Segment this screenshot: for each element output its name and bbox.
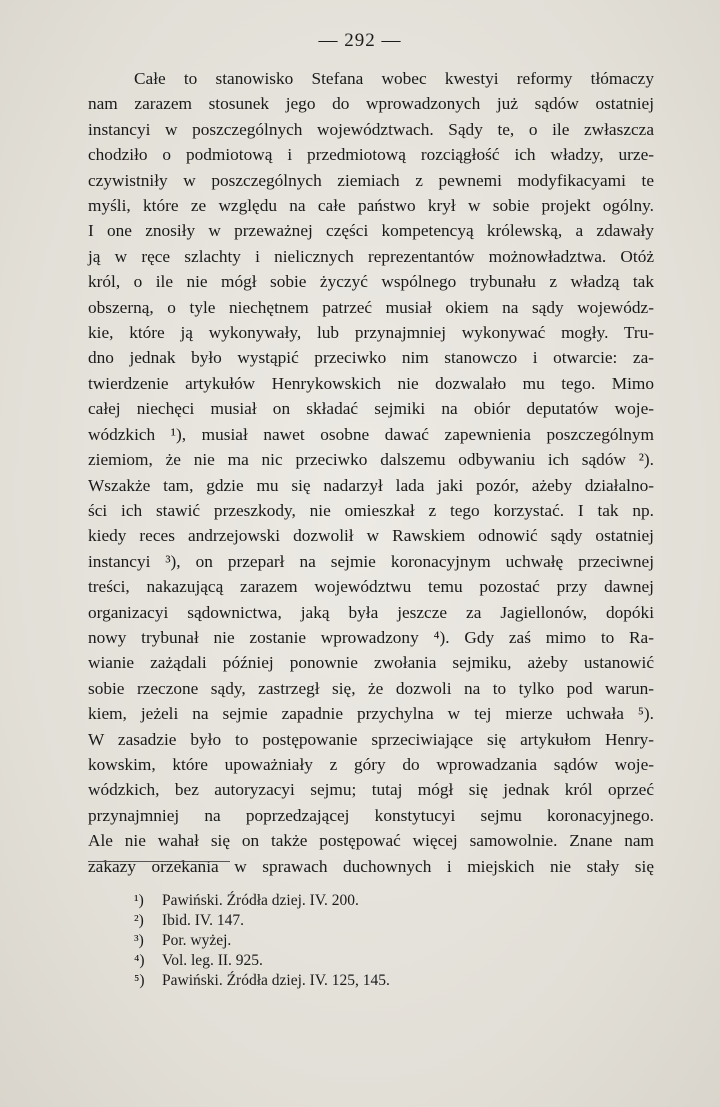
footnote-mark: ¹)	[134, 892, 144, 909]
text-line: I one znosiły w przeważnej części kompetencyą królewską, a zdawały	[88, 221, 654, 241]
text-line: przynajmniej na poprzedzającej konstytucyi sejmu koronacyjnego.	[88, 805, 654, 825]
text-line: dno jednak było wystąpić przeciwko nim stanowczo i otwarcie: za-	[88, 348, 654, 368]
text-line: nowy trybunał nie zostanie wprowadzony ⁴). Gdy zaś mimo to Ra-	[88, 627, 654, 647]
footnote	[134, 971, 654, 991]
text-line: ją w ręce szlachty i nielicznych reprezentantów możnowładztwa. Otóż	[88, 246, 654, 266]
footnote-text: Pawiński. Źródła dziej. IV. 200.	[162, 892, 359, 909]
body-text	[88, 66, 654, 879]
footnote-divider	[88, 861, 230, 862]
text-line: Wszakże tam, gdzie mu się nadarzył lada jaki pozór, ażeby działalno-	[88, 475, 654, 495]
text-line: chodziło o podmiotową i przedmiotową rozciągłość ich władzy, urze-	[88, 145, 654, 165]
text-line: król, o ile nie mógł sobie życzyć wspólnego trybunału z władzą tak	[88, 272, 654, 292]
footnote-mark: ⁴)	[134, 952, 145, 969]
text-line: treści, nakazującą zarazem województwu temu pozostać przy dawnej	[88, 577, 654, 597]
text-line: kowskim, które upoważniały z góry do wprowadzania sądów woje-	[88, 754, 654, 774]
text-line: kiedy reces andrzejowski dozwolił w Rawskiem odnowić sądy ostatniej	[88, 526, 654, 546]
text-line: ziemiom, że nie ma nic przeciwko dalszemu odbywaniu ich sądów ²).	[88, 450, 654, 470]
text-line: twierdzenie artykułów Henrykowskich nie dozwalało mu tego. Mimo	[88, 373, 654, 393]
text-line: W zasadzie było to postępowanie sprzeciwiające się artykułom Henry-	[88, 729, 654, 749]
footnote	[134, 931, 654, 951]
text-line: instancyi w poszczególnych województwach. Sądy te, o ile zwłaszcza	[88, 119, 654, 139]
footnote-text: Pawiński. Źródła dziej. IV. 125, 145.	[162, 972, 390, 989]
text-line: Całe to stanowisko Stefana wobec kwestyi reformy tłómaczy	[134, 69, 654, 88]
footnote-text: Vol. leg. II. 925.	[162, 952, 263, 969]
text-line: obszerną, o tyle niechętnem patrzeć musiał okiem na sądy wojewódz-	[88, 297, 654, 317]
text-line: czywistniły w poszczególnych ziemiach z pewnemi modyfikacyami te	[88, 170, 654, 190]
text-line: nam zarazem stosunek jego do wprowadzonych już sądów ostatniej	[88, 94, 654, 114]
footnote	[134, 891, 654, 911]
text-line: myśli, które ze względu na całe państwo krył w sobie projekt ogólny.	[88, 196, 654, 216]
text-line: ści ich stawić przeszkody, nie omieszkał z tego korzystać. I tak np.	[88, 500, 654, 520]
footnote	[134, 951, 654, 971]
text-line: zakazy orzekania w sprawach duchownych i miejskich nie stały się	[88, 856, 654, 876]
text-line: wianie zażądali później ponownie zwołania sejmiku, ażeby ustanowić	[88, 653, 654, 673]
text-line: kie, które ją wykonywały, lub przynajmniej wykonywać mogły. Tru-	[88, 323, 654, 343]
footnotes	[134, 891, 654, 991]
text-line: kiem, jeżeli na sejmie zapadnie przychylna w tej mierze uchwała ⁵).	[88, 704, 654, 724]
text-line: sobie rzeczone sądy, zastrzegł się, że dozwoli na to tylko pod warun-	[88, 678, 654, 698]
text-line: organizacyi sądownictwa, jaką była jeszcze za Jagiellonów, dopóki	[88, 602, 654, 622]
footnote-text: Por. wyżej.	[162, 932, 232, 949]
footnote-text: Ibid. IV. 147.	[162, 912, 244, 929]
text-line: Ale nie wahał się on także postępować więcej samowolnie. Znane nam	[88, 831, 654, 851]
footnote-mark: ⁵)	[134, 972, 145, 989]
page-number: — 292 —	[318, 30, 402, 51]
text-line: instancyi ³), on przeparł na sejmie koronacyjnym uchwałę przeciwnej	[88, 551, 654, 571]
footnote-mark: ²)	[134, 912, 144, 929]
text-line: wódzkich, bez autoryzacyi sejmu; tutaj mógł się jednak król oprzeć	[88, 780, 654, 800]
text-line: całej niechęci musiał on składać sejmiki na obiór deputatów woje-	[88, 399, 654, 419]
text-line: wódzkich ¹), musiał nawet osobne dawać zapewnienia poszczególnym	[88, 424, 654, 444]
footnote-mark: ³)	[134, 932, 144, 949]
footnote	[134, 911, 654, 931]
